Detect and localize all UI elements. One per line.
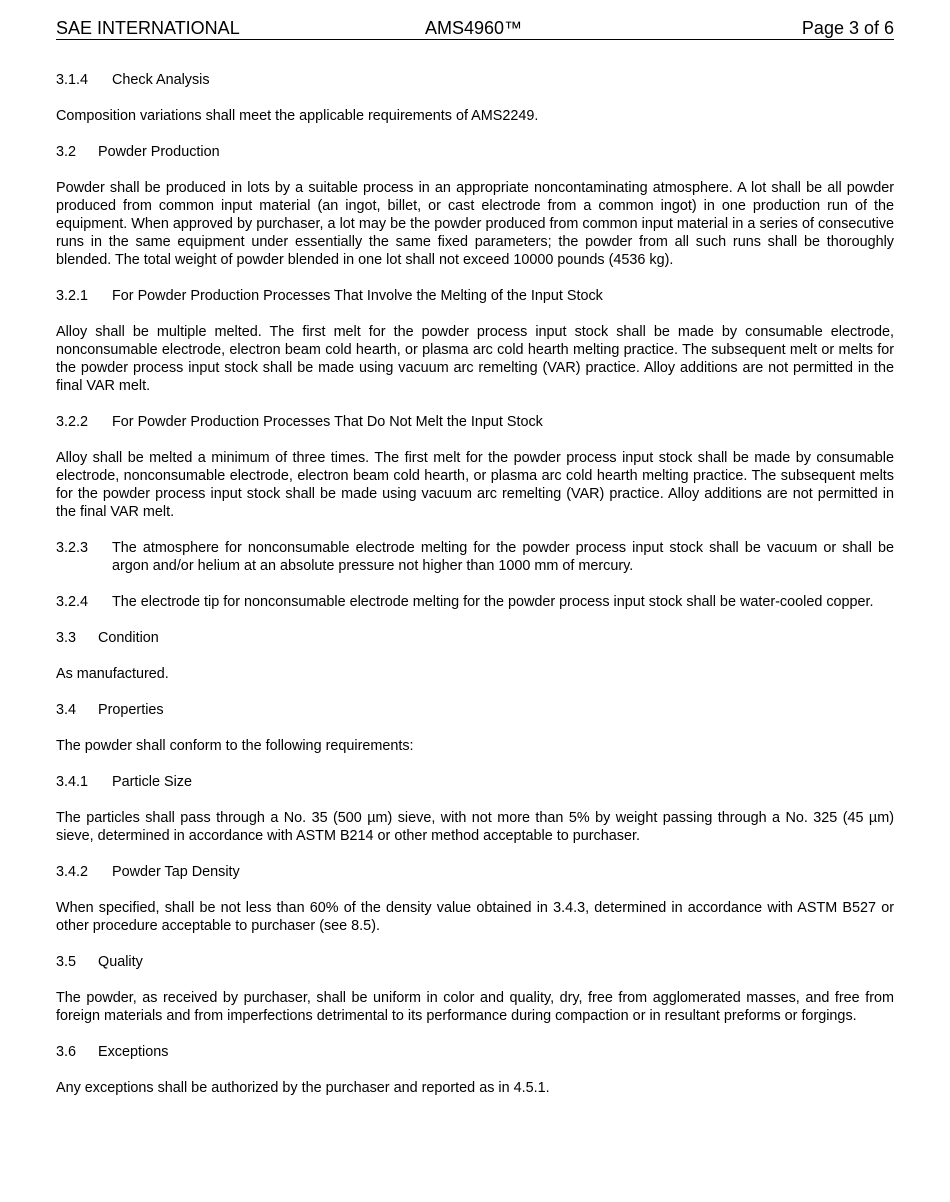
section-title: Exceptions — [98, 1044, 169, 1060]
section-title: For Powder Production Processes That Do Not Melt the Input Stock — [112, 414, 543, 430]
section-heading — [56, 953, 894, 971]
section-number: 3.4.1 — [56, 774, 89, 790]
section-paragraph: Composition variations shall meet the applicable requirements of AMS2249. — [56, 108, 539, 124]
section-number: 3.2 — [56, 144, 77, 160]
section-title: Properties — [98, 702, 164, 718]
section-number: 3.4 — [56, 702, 77, 718]
section-number: 3.3 — [56, 630, 77, 646]
section-heading — [56, 413, 894, 431]
numbered-paragraph-text: The electrode tip for nonconsumable electrode melting for the powder process input stock shall be water-cooled copper. — [112, 594, 874, 610]
numbered-paragraph — [56, 539, 894, 575]
section-paragraph: As manufactured. — [56, 666, 169, 682]
section-heading — [56, 143, 894, 161]
section-paragraph: When specified, shall be not less than 60% of the density value obtained in 3.4.3, determined in accordance with ASTM B527 or other procedure acceptable to purchaser (see 8.5). — [56, 900, 894, 934]
section-title: Powder Tap Density — [112, 864, 240, 880]
section-paragraph: Alloy shall be multiple melted. The first melt for the powder process input stock shall be made by consumable electrode, nonconsumable electrode, electron beam cold hearth, or plasma arc cold hearth melting practice. The subsequent melt or melts for the powder process input stock shall be made using vacuum arc remelting (VAR) practice. Alloy additions are not permitted in the final VAR melt. — [56, 324, 894, 394]
section-heading — [56, 863, 894, 881]
section-title: For Powder Production Processes That Involve the Melting of the Input Stock — [112, 288, 603, 304]
section-heading — [56, 287, 894, 305]
section-number: 3.5 — [56, 954, 77, 970]
document-body — [56, 71, 894, 1115]
section-heading — [56, 1043, 894, 1061]
header-page-number: Page 3 of 6 — [801, 18, 894, 38]
numbered-paragraph-text: The atmosphere for nonconsumable electrode melting for the powder process input stock shall be vacuum or shall be argon and/or helium at an absolute pressure not higher than 1000 mm of mercury. — [112, 540, 894, 574]
section-number: 3.2.2 — [56, 414, 89, 430]
section-heading — [56, 701, 894, 719]
page-header — [56, 17, 894, 40]
section-heading — [56, 629, 894, 647]
section-heading — [56, 71, 894, 89]
section-number: 3.2.3 — [56, 540, 89, 556]
section-title: Quality — [98, 954, 143, 970]
section-title: Condition — [98, 630, 159, 646]
section-paragraph: Any exceptions shall be authorized by the purchaser and reported as in 4.5.1. — [56, 1080, 550, 1096]
section-title: Powder Production — [98, 144, 220, 160]
section-title: Particle Size — [112, 774, 192, 790]
header-document-number: AMS4960™ — [425, 18, 523, 38]
section-paragraph: The particles shall pass through a No. 35 (500 µm) sieve, with not more than 5% by weight passing through a No. 325 (45 µm) sieve, determined in accordance with ASTM B214 or other method acceptable to purchaser. — [56, 810, 894, 844]
section-number: 3.2.1 — [56, 288, 89, 304]
section-heading — [56, 773, 894, 791]
section-paragraph: Powder shall be produced in lots by a suitable process in an appropriate noncontaminating atmosphere. A lot shall be all powder produced from common input material (an ingot, billet, or cast electrode from a common ingot) in one production run of the equipment. When approved by purchaser, a lot may be the powder produced from common input material in a series of consecutive runs in the same equipment under essentially the same fixed parameters; the powder from all such runs shall be thoroughly blended. The total weight of powder blended in one lot shall not exceed 10000 pounds (4536 kg). — [56, 180, 894, 268]
section-number: 3.4.2 — [56, 864, 89, 880]
section-title: Check Analysis — [112, 72, 210, 88]
section-number: 3.6 — [56, 1044, 77, 1060]
section-number: 3.2.4 — [56, 594, 89, 610]
numbered-paragraph — [56, 593, 894, 611]
section-number: 3.1.4 — [56, 72, 89, 88]
section-paragraph: The powder shall conform to the following requirements: — [56, 738, 414, 754]
header-organization: SAE INTERNATIONAL — [56, 18, 240, 38]
section-paragraph: The powder, as received by purchaser, shall be uniform in color and quality, dry, free from agglomerated masses, and free from foreign materials and from imperfections detrimental to its performance during compaction or in resultant preforms or forgings. — [56, 990, 894, 1024]
section-paragraph: Alloy shall be melted a minimum of three times. The first melt for the powder process input stock shall be made by consumable electrode, nonconsumable electrode, electron beam cold hearth, or plasma arc cold hearth melting practice. The subsequent melts for the powder process input stock shall be made using vacuum arc remelting (VAR) practice. Alloy additions are not permitted in the final VAR melt. — [56, 450, 894, 520]
